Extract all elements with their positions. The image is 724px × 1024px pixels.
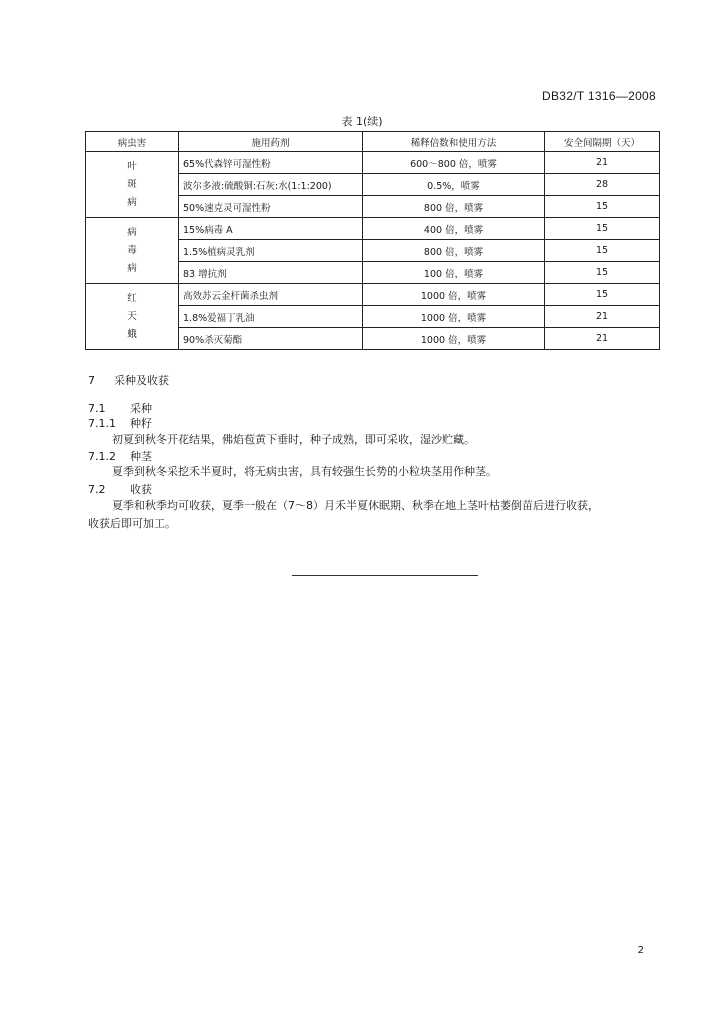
document-code: DB32/T 1316—2008 <box>542 89 656 103</box>
safe-interval-cell: 15 <box>545 196 660 218</box>
safe-interval-cell: 21 <box>545 306 660 328</box>
header-drug: 施用药剂 <box>179 132 363 152</box>
section-title: 采种及收获 <box>114 374 169 387</box>
section-title: 采种 <box>130 402 152 415</box>
dilution-cell: 800 倍，喷雾 <box>363 196 545 218</box>
dilution-cell: 1000 倍，喷雾 <box>363 328 545 350</box>
section-number: 7.1.2 <box>88 450 116 463</box>
section-7-1-1-heading <box>88 415 152 431</box>
drug-cell: 65%代森锌可湿性粉 <box>179 152 363 174</box>
section-7-2-body-line2: 收获后即可加工。 <box>88 517 176 530</box>
drug-cell: 90%杀灭菊酯 <box>179 328 363 350</box>
category-cell: 病 毒 病 <box>86 218 179 284</box>
header-pest: 病虫害 <box>86 132 179 152</box>
section-title: 种茎 <box>130 450 152 463</box>
safe-interval-cell: 15 <box>545 218 660 240</box>
dilution-cell: 1000 倍，喷雾 <box>363 284 545 306</box>
section-7-1-heading <box>88 400 152 416</box>
safe-interval-cell: 15 <box>545 262 660 284</box>
section-7-2-body-line1: 夏季和秋季均可收获，夏季一般在（7～8）月禾半夏休眠期、秋季在地上茎叶枯萎倒苗后进行收获， <box>112 499 599 512</box>
section-7-1-1-body: 初夏到秋冬开花结果，佛焰苞黄下垂时，种子成熟，即可采收，湿沙贮藏。 <box>112 433 475 446</box>
section-7-heading <box>88 372 169 388</box>
section-number: 7.2 <box>88 483 106 496</box>
dilution-cell: 0.5%，喷雾 <box>363 174 545 196</box>
dilution-cell: 600～800 倍，喷雾 <box>363 152 545 174</box>
section-number: 7.1 <box>88 402 106 415</box>
drug-cell: 1.5%植病灵乳剂 <box>179 240 363 262</box>
safe-interval-cell: 21 <box>545 152 660 174</box>
section-title: 收获 <box>130 483 152 496</box>
table-row <box>86 218 660 240</box>
drug-cell: 高效苏云金杆菌杀虫剂 <box>179 284 363 306</box>
drug-cell: 波尔多液:硫酸铜:石灰:水(1:1:200) <box>179 174 363 196</box>
page-number: 2 <box>637 945 644 956</box>
header-safe-interval: 安全间隔期（天） <box>545 132 660 152</box>
dilution-cell: 100 倍，喷雾 <box>363 262 545 284</box>
table-header-row <box>86 132 660 152</box>
category-cell: 红 天 蛾 <box>86 284 179 350</box>
dilution-cell: 400 倍，喷雾 <box>363 218 545 240</box>
section-7-1-2-body: 夏季到秋冬采挖禾半夏时，将无病虫害，具有较强生长势的小粒块茎用作种茎。 <box>112 465 497 478</box>
section-7-2-heading <box>88 481 152 497</box>
dilution-cell: 800 倍，喷雾 <box>363 240 545 262</box>
table-row <box>86 284 660 306</box>
table-caption: 表 1(续) <box>341 115 383 128</box>
drug-cell: 83 增抗剂 <box>179 262 363 284</box>
header-dilution: 稀释倍数和使用方法 <box>363 132 545 152</box>
section-number: 7.1.1 <box>88 417 116 430</box>
safe-interval-cell: 15 <box>545 240 660 262</box>
dilution-cell: 1000 倍，喷雾 <box>363 306 545 328</box>
end-rule <box>292 575 478 576</box>
drug-cell: 1.8%爱福丁乳油 <box>179 306 363 328</box>
table-row <box>86 152 660 174</box>
section-title: 种籽 <box>130 417 152 430</box>
pesticide-table <box>85 131 660 350</box>
category-cell: 叶 斑 病 <box>86 152 179 218</box>
safe-interval-cell: 28 <box>545 174 660 196</box>
drug-cell: 15%病毒 A <box>179 218 363 240</box>
section-7-1-2-heading <box>88 448 152 464</box>
drug-cell: 50%速克灵可湿性粉 <box>179 196 363 218</box>
safe-interval-cell: 21 <box>545 328 660 350</box>
section-number: 7 <box>88 374 95 387</box>
safe-interval-cell: 15 <box>545 284 660 306</box>
